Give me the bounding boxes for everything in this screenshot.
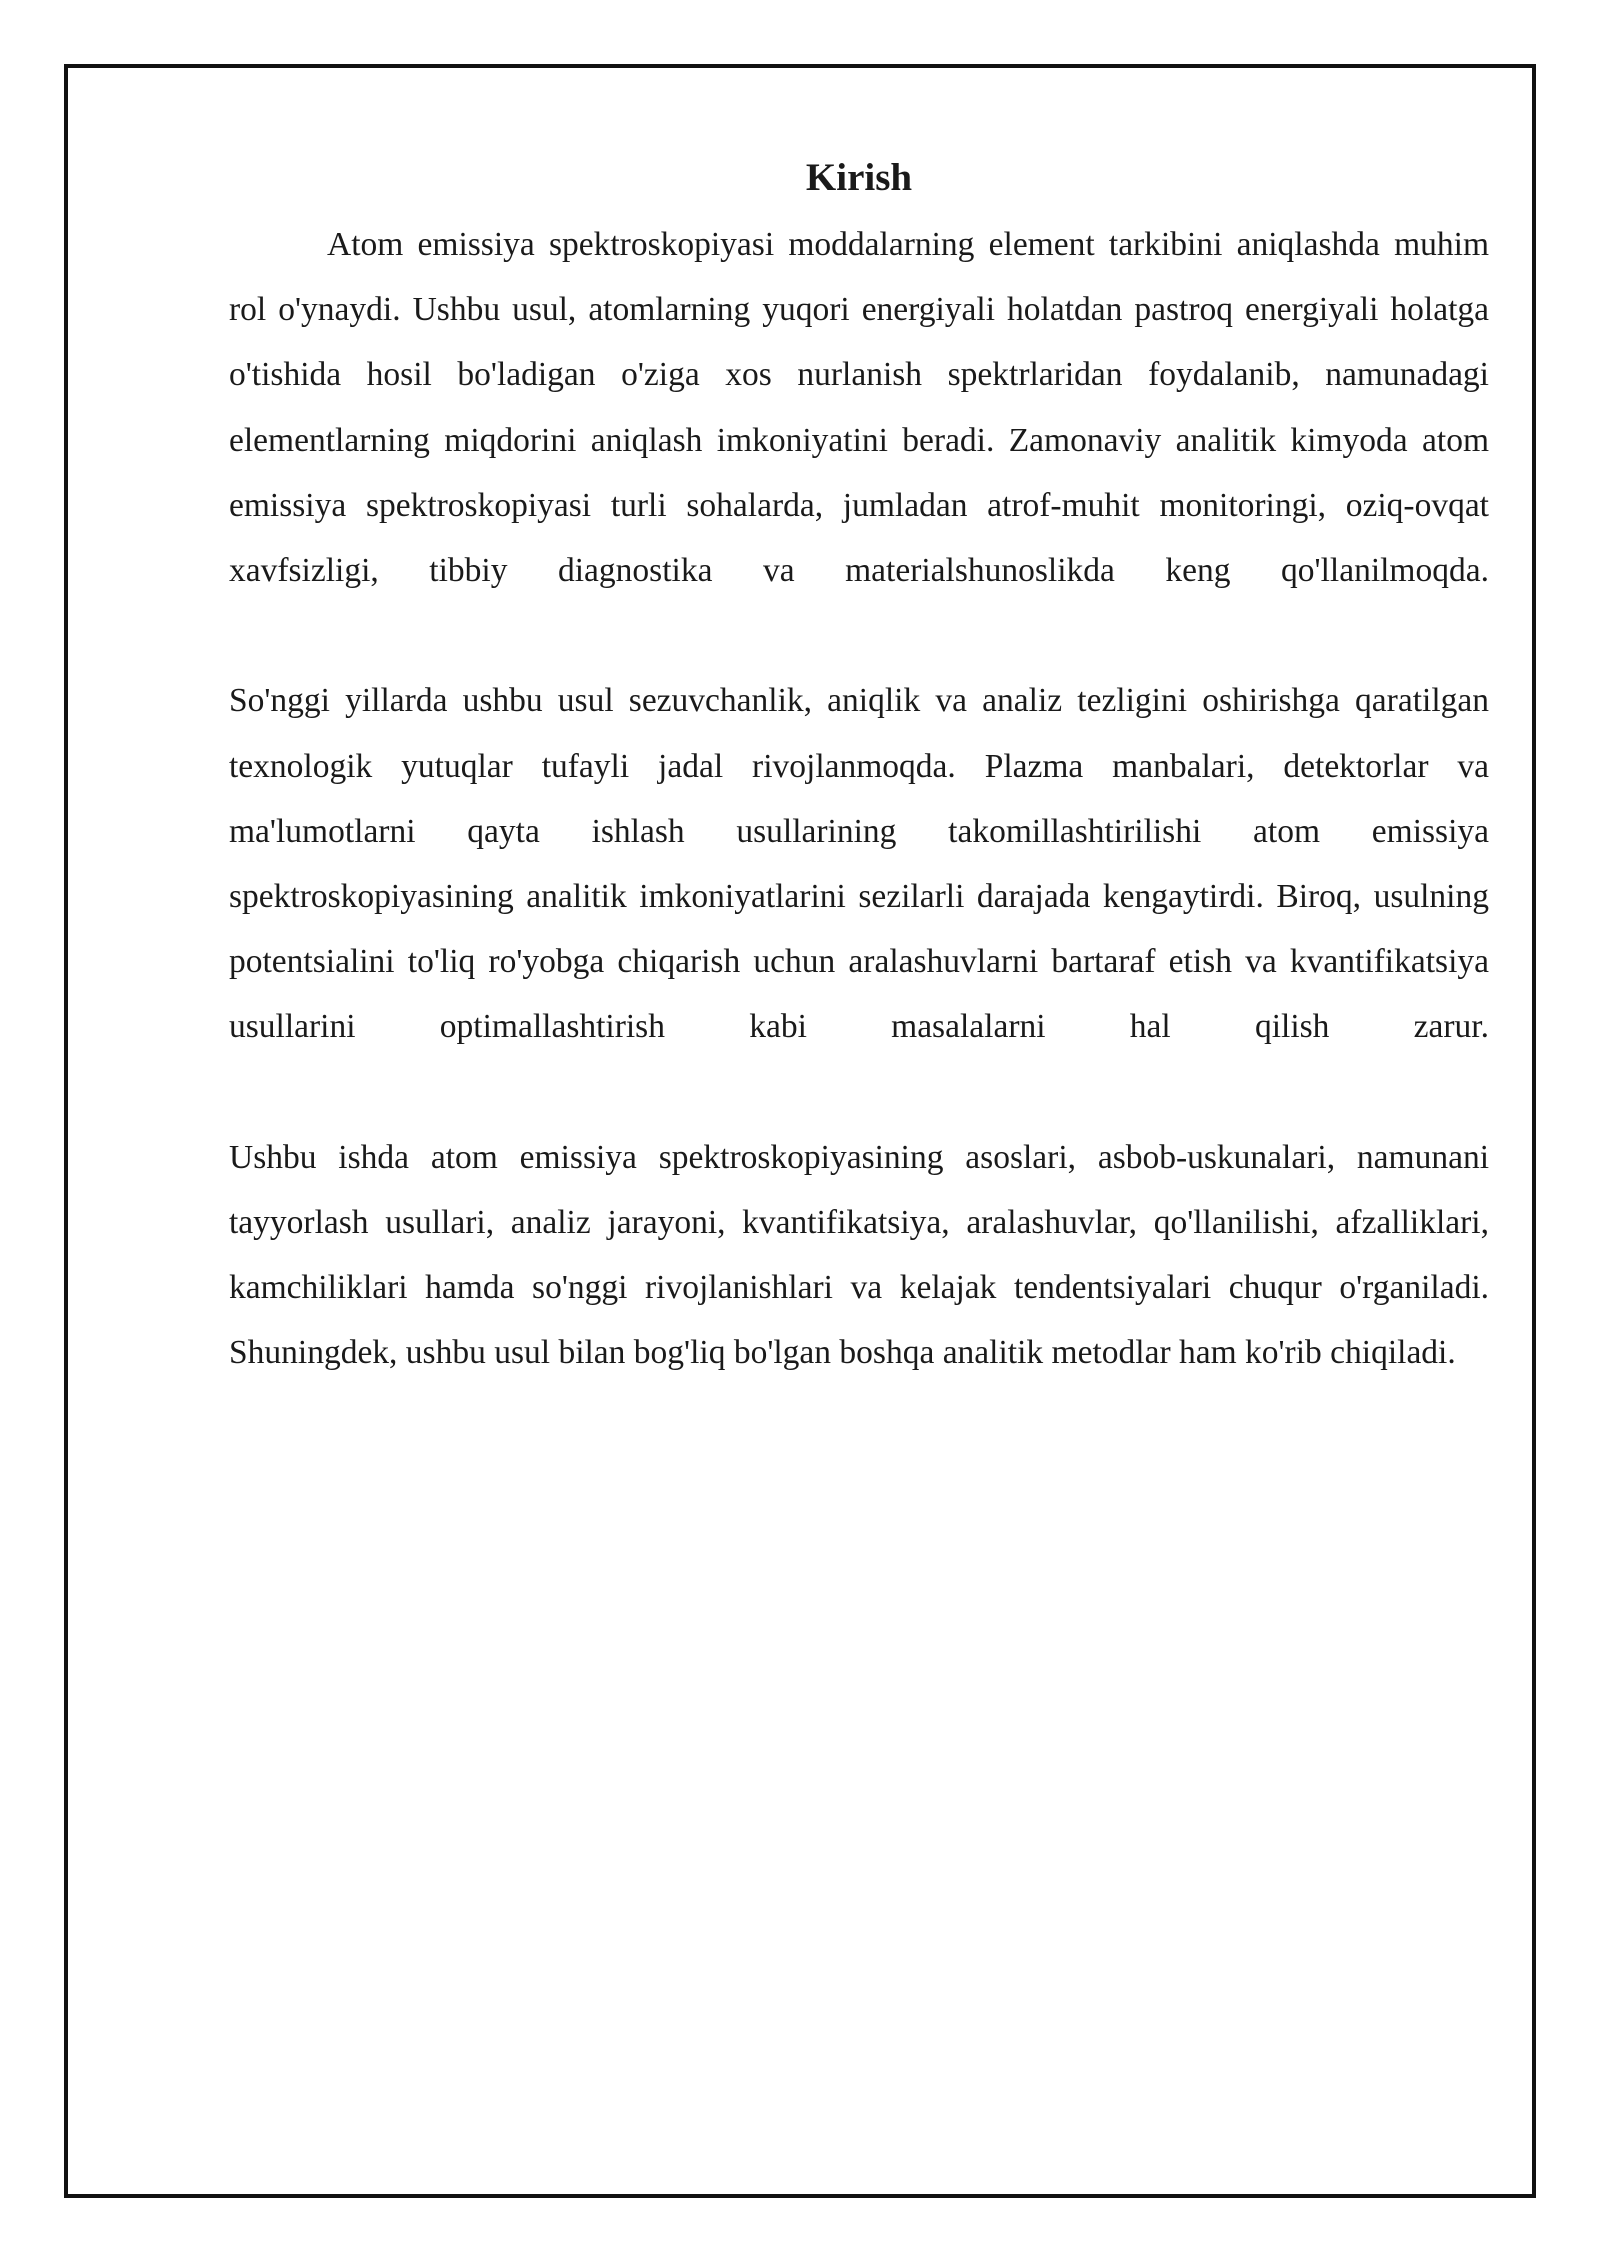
paragraph-intro: Atom emissiya spektroskopiyasi moddalarning element tarkibini aniqlashda muhim rol o'ynaydi. Ushbu usul, atomlarning yuqori energiyali holatdan pastroq energiyali holatga o'tishida hosil bo'ladigan o'ziga xos nurlanish spektrlaridan foydalanib, namunadagi elementlarning miqdorini aniqlash imkoniyatini beradi. Zamonaviy analitik kimyoda atom emissiya spektroskopiyasi turli sohalarda, jumladan atrof-muhit monitoringi, oziq-ovqat xavfsizligi, tibbiy diagnostika va materialshunoslikda keng qo'llanilmoqda. xyxy=(229,226,1489,590)
page-title: Kirish xyxy=(805,156,913,199)
paragraph-scope: Ushbu ishda atom emissiya spektroskopiyasining asoslari, asbob-uskunalari, namunani tayyorlash usullari, analiz jarayoni, kvantifikatsiya, aralashuvlar, qo'llanilishi, afzalliklari, kamchiliklari hamda so'nggi rivojlanishlari va kelajak tendentsiyalari chuqur o'rganiladi. Shuningdek, ushbu usul bilan bog'liq bo'lgan boshqa analitik metodlar ham ko'rib chiqiladi. xyxy=(229,1138,1489,1372)
document-body xyxy=(229,148,1489,1386)
paragraph-advances: So'nggi yillarda ushbu usul sezuvchanlik, aniqlik va analiz tezligini oshirishga qaratilgan texnologik yutuqlar tufayli jadal rivojlanmoqda. Plazma manbalari, detektorlar va ma'lumotlarni qayta ishlash usullarining takomillashtirilishi atom emissiya spektroskopiyasining analitik imkoniyatlarini sezilarli darajada kengaytirdi. Biroq, usulning potentsialini to'liq ro'yobga chiqarish uchun aralashuvlarni bartaraf etish va kvantifikatsiya usullarini optimallashtirish kabi masalalarni hal qilish zarur. xyxy=(229,682,1489,1046)
